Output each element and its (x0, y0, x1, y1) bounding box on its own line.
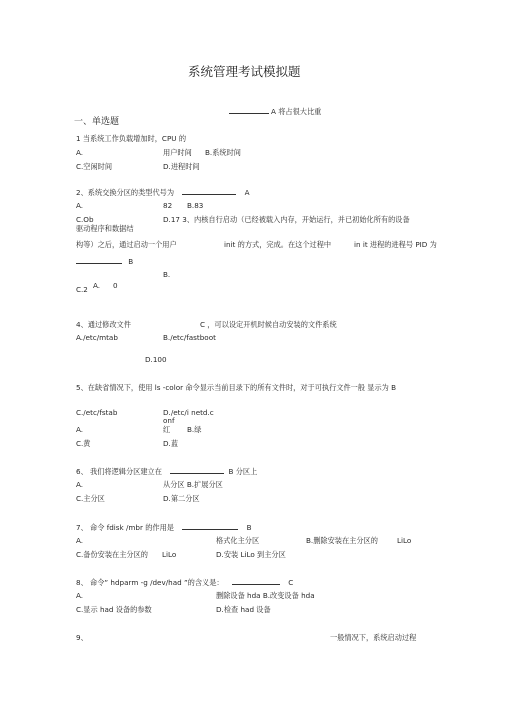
q2-stem (76, 187, 250, 197)
q3-option-a: A. (93, 281, 101, 290)
q3-option-c: C.2 (76, 285, 88, 294)
q2-answer: A (244, 188, 250, 197)
q1-option-b: B.系统时间 (205, 148, 241, 157)
q7-option-a: 格式化主分区 (216, 536, 260, 545)
q4-stem: 4、通过修改文件 (76, 320, 131, 329)
q9-stem-tail: 一般情况下，系统启动过程 (330, 633, 417, 642)
answer-blank (182, 522, 238, 530)
q2-stem-text: 2、系统交换分区的类型代号为 (76, 188, 175, 197)
q1-stem: 1 当系统工作负载增加时，CPU 的 (76, 134, 187, 143)
q4-option-d: D.100 (145, 355, 167, 364)
q7-stem-text: 7、 命令 fdisk /mbr 的作用是 (76, 523, 174, 532)
q8-option-a: 删除设备 hda B.改变设备 hda (216, 591, 315, 600)
q8-stem-text: 8、 命令” hdparm -g /dev/had ”的含义是： (76, 578, 224, 587)
q7-option-b-tail: LiLo (397, 536, 412, 545)
q3-stem: D.17 3、内核自行启动（已经被载入内存，开始运行，并已初始化所有的设备 (163, 215, 410, 224)
q3-stem-line3: 构等）之后，通过启动一个用户 (76, 240, 177, 249)
q7-answer: B (246, 523, 252, 532)
answer-blank (170, 466, 224, 474)
answer-blank (76, 256, 122, 264)
q1-option-a-label: A. (76, 148, 84, 157)
q3-answer: B (128, 257, 134, 266)
q7-stem (76, 522, 252, 532)
q2-option-a: 82 (163, 201, 173, 210)
q2-option-b: B.83 (187, 201, 204, 210)
q7-option-c-tail: LiLo (162, 550, 177, 559)
q4-option-a: A./etc/mtab (76, 333, 118, 342)
q1-option-d: D.进程时间 (163, 162, 200, 171)
q7-option-b: B.删除安装在主分区的 (306, 536, 378, 545)
q8-option-a-label: A. (76, 591, 84, 600)
q5-stem: 5、在缺省情况下，使用 ls -color 命令显示当前目录下的所有文件时，对于可执行文件一般 显示为 B (76, 383, 397, 392)
q6-answer: B 分区上 (228, 467, 258, 476)
q6-option-d: D.第二分区 (163, 494, 200, 503)
q4-option-b: B./etc/fastboot (163, 333, 216, 342)
q3-stem-line2: 驱动程序和数据结 (76, 224, 134, 233)
q5-option-a-label: A. (76, 425, 84, 434)
q2-option-a-label: A. (76, 201, 84, 210)
q5-option-d: D./etc/i netd.c (163, 408, 214, 417)
q5-option-d2: D.蓝 (163, 439, 179, 448)
q9-stem: 9、 (76, 633, 88, 642)
q4-stem-tail: C ，可以设定开机时候自动安装的文件系统 (200, 320, 337, 329)
q6-option-a: 从分区 B.扩展分区 (163, 480, 223, 489)
q3-stem-init: init 的方式，完成。在这个过程中 (224, 240, 332, 249)
q8-option-c: C.显示 had 设备的参数 (76, 605, 152, 614)
q5-option-c: C./etc/fstab (76, 408, 118, 417)
q6-stem (76, 466, 257, 476)
answer-blank (182, 187, 236, 195)
q7-option-a-label: A. (76, 536, 84, 545)
header-note-text: A 将占很大比重 (271, 107, 322, 116)
q8-answer: C (288, 578, 294, 587)
answer-blank (229, 106, 269, 114)
q3-answer-line (76, 256, 133, 266)
q8-stem (76, 577, 293, 587)
answer-blank (232, 577, 280, 585)
q3-stem-tail: in it 进程的进程号 PID 为 (354, 240, 437, 249)
q1-option-c: C.空闲时间 (76, 162, 113, 171)
q1-option-a: 用户时间 (163, 148, 192, 157)
q7-option-d: D.安装 LiLo 到主分区 (216, 550, 286, 559)
q3-option-a-value: 0 (113, 281, 118, 290)
page-title: 系统管理考试模拟题 (188, 64, 301, 79)
q3-option-b: B. (163, 270, 171, 279)
q5-option-c2: C.黄 (76, 439, 91, 448)
q2-option-c: C.Ob (76, 215, 94, 224)
q8-option-d: D.检查 had 设备 (216, 605, 271, 614)
q6-option-c: C.主分区 (76, 494, 105, 503)
q5-option-b: B.绿 (187, 425, 202, 434)
q6-stem-text: 6、 我们将逻辑分区建立在 (76, 467, 162, 476)
header-note (229, 106, 321, 116)
q5-option-d-cont: onf (163, 416, 175, 425)
section-heading: 一、单选题 (74, 117, 120, 127)
q6-option-a-label: A. (76, 480, 84, 489)
q5-option-a: 红 (163, 425, 171, 434)
q7-option-c: C.备份安装在主分区的 (76, 550, 148, 559)
